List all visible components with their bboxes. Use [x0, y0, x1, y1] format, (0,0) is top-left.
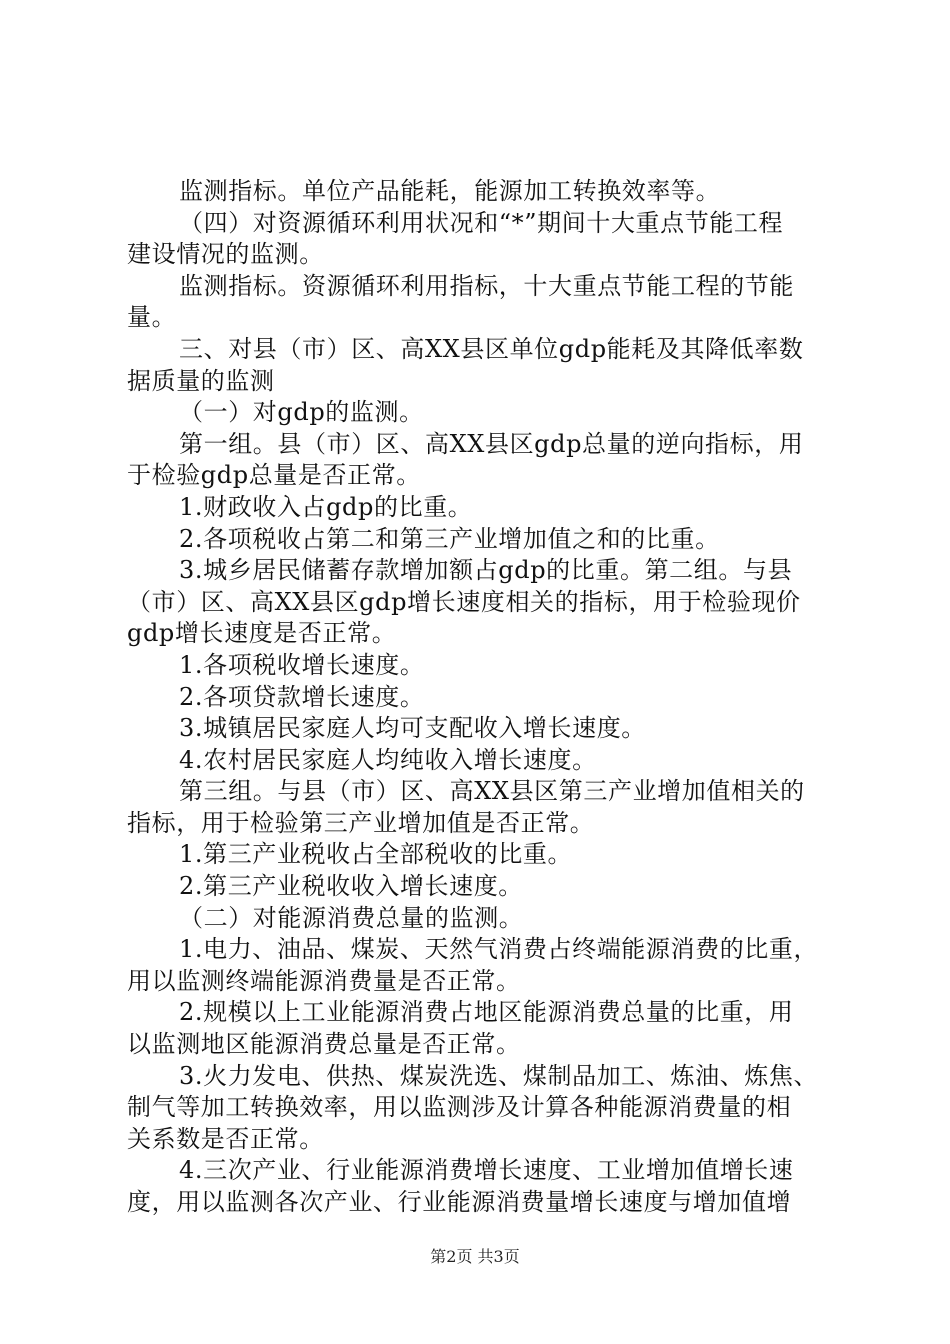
text-line: 于检验gdp总量是否正常。 — [127, 461, 421, 490]
text-line: 1.电力、油品、煤炭、天然气消费占终端能源消费的比重， — [179, 935, 819, 964]
page-footer: 第2页 共3页 — [430, 1247, 520, 1266]
text-line: 三、对县（市）区、高XX县区单位gdp能耗及其降低率数 — [179, 334, 804, 363]
text-line: 4.三次产业、行业能源消费增长速度、工业增加值增长速 — [179, 1156, 794, 1185]
text-line: 指标，用于检验第三产业增加值是否正常。 — [127, 808, 595, 837]
text-line: 1.各项税收增长速度。 — [179, 650, 425, 679]
text-line: 监测指标。资源循环利用指标，十大重点节能工程的节能 — [179, 271, 794, 300]
text-line: gdp增长速度是否正常。 — [127, 619, 397, 648]
text-line: 制气等加工转换效率，用以监测涉及计算各种能源消费量的相 — [127, 1093, 792, 1122]
text-line: 3.火力发电、供热、煤炭洗选、煤制品加工、炼油、炼焦、 — [179, 1061, 819, 1090]
text-line: 第三组。与县（市）区、高XX县区第三产业增加值相关的 — [179, 777, 805, 806]
text-line: 1.财政收入占gdp的比重。 — [179, 492, 473, 521]
text-line: （四）对资源循环利用状况和“*”期间十大重点节能工程 — [179, 208, 784, 237]
text-line: 2.各项贷款增长速度。 — [179, 682, 425, 711]
text-line: 2.各项税收占第二和第三产业增加值之和的比重。 — [179, 524, 720, 553]
text-line: 2.第三产业税收收入增长速度。 — [179, 872, 523, 901]
text-line: 据质量的监测 — [127, 366, 275, 395]
text-line: 4.农村居民家庭人均纯收入增长速度。 — [179, 745, 597, 774]
document-body — [127, 176, 847, 1219]
text-line: 3.城乡居民储蓄存款增加额占gdp的比重。第二组。与县 — [179, 556, 793, 585]
text-line: （二）对能源消费总量的监测。 — [179, 903, 524, 932]
text-line: 2.规模以上工业能源消费占地区能源消费总量的比重，用 — [179, 998, 794, 1027]
text-line: 第一组。县（市）区、高XX县区gdp总量的逆向指标，用 — [179, 429, 804, 458]
text-line: 用以监测终端能源消费量是否正常。 — [127, 966, 521, 995]
text-line: 以监测地区能源消费总量是否正常。 — [127, 1030, 521, 1059]
text-line: 关系数是否正常。 — [127, 1124, 324, 1153]
text-line: （一）对gdp的监测。 — [179, 398, 424, 427]
text-line: 监测指标。单位产品能耗，能源加工转换效率等。 — [179, 177, 721, 205]
text-line: 建设情况的监测。 — [127, 240, 324, 269]
text-line: 3.城镇居民家庭人均可支配收入增长速度。 — [179, 714, 646, 743]
text-line: 1.第三产业税收占全部税收的比重。 — [179, 840, 573, 869]
text-line: 量。 — [127, 303, 177, 332]
text-line: 度，用以监测各次产业、行业能源消费量增长速度与增加值增 — [127, 1188, 792, 1216]
text-line: （市）区、高XX县区gdp增长速度相关的指标，用于检验现价 — [127, 587, 801, 616]
